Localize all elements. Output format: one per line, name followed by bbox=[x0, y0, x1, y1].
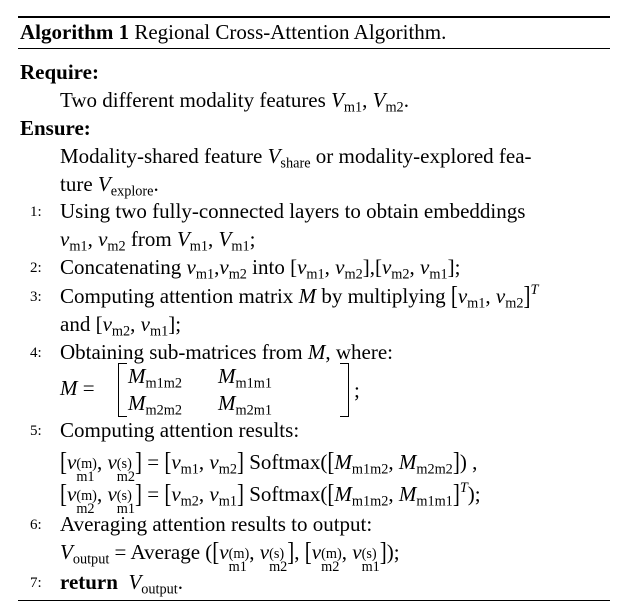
matrix-left-bracket bbox=[118, 363, 127, 417]
step-7-line-1: return $V_{output}$. bbox=[60, 570, 183, 598]
step-number-4: 4: bbox=[30, 345, 42, 361]
step-6-line-1: Averaging attention results to output: bbox=[60, 512, 373, 536]
step-number-3: 3: bbox=[30, 289, 42, 305]
step-2-line-1: Concatenating $v_{m1},v_{m2}$ into [$v_{m1}$, $v_{m2}],[v_{m2}$, $v_{m1}$]; bbox=[60, 255, 461, 283]
step-number-5: 5: bbox=[30, 423, 42, 439]
step-number-6: 6: bbox=[30, 517, 42, 533]
bottom-rule bbox=[18, 600, 610, 601]
algorithm-title: Regional Cross-Attention Algorithm. bbox=[134, 20, 447, 44]
step-4-matrix-lhs: M = bbox=[60, 376, 95, 400]
step-1-line-2: $v_{m1}$, $v_{m2}$ from $V_{m1}$, $V_{m1}$; bbox=[60, 227, 256, 255]
matrix-right-bracket bbox=[340, 363, 349, 417]
step-5-eq-1: [v (m) m1 , v (s) m2 ] = [$v_{m1}$, $v_{m2}$] $Softmax([M_{m1m2}$, $M_{m2m2}$]) , bbox=[60, 446, 478, 485]
step-6-eq: $V_{output}$ = Average ([v (m) m1 , v (s) m2 ], [v (m) m2 , v (s) m1 ]); bbox=[60, 536, 400, 575]
step-3-line-2: and [$v_{m2}$, $v_{m1}$]; bbox=[60, 312, 182, 340]
matrix-cell-1-2: $M_{m1m1}$ bbox=[218, 364, 272, 392]
matrix-cell-1-1: $M_{m1m2}$ bbox=[128, 364, 182, 392]
ensure-label: Ensure: bbox=[20, 116, 91, 140]
step-number-2: 2: bbox=[30, 260, 42, 276]
top-rule bbox=[18, 16, 610, 18]
ensure-line-1: Modality-shared feature $V_{share}$ or modality-explored fea- bbox=[60, 144, 532, 172]
matrix-cell-2-2: $M_{m2m1}$ bbox=[218, 391, 272, 419]
caption-rule bbox=[18, 48, 610, 49]
matrix-semicolon: ; bbox=[354, 378, 360, 402]
step-number-7: 7: bbox=[30, 575, 42, 591]
step-4-line-1: Obtaining sub-matrices from M, where: bbox=[60, 340, 393, 364]
require-label: Require: bbox=[20, 60, 99, 84]
require-text: Two different modality features $V_{m1}$, $V_{m2}$. bbox=[60, 88, 409, 116]
matrix-cell-2-1: $M_{m2m2}$ bbox=[128, 391, 182, 419]
algorithm-number: Algorithm 1 bbox=[20, 20, 130, 44]
step-1-line-1: Using two fully-connected layers to obtain embeddings bbox=[60, 199, 526, 223]
algorithm-caption bbox=[20, 22, 446, 43]
step-5-eq-2: [v (m) m2 , v (s) m1 ] = [$v_{m2}$, $v_{m1}$] $Softmax([M_{m1m2}$, $M_{m1m1}]^T$); bbox=[60, 478, 481, 517]
step-3-line-1: Computing attention matrix M by multiplying [$v_{m1}$, $v_{m2}]^T$ bbox=[60, 280, 539, 312]
ensure-line-2: ture $V_{explore}$. bbox=[60, 172, 159, 200]
step-number-1: 1: bbox=[30, 204, 42, 220]
step-5-line-1: Computing attention results: bbox=[60, 418, 300, 442]
